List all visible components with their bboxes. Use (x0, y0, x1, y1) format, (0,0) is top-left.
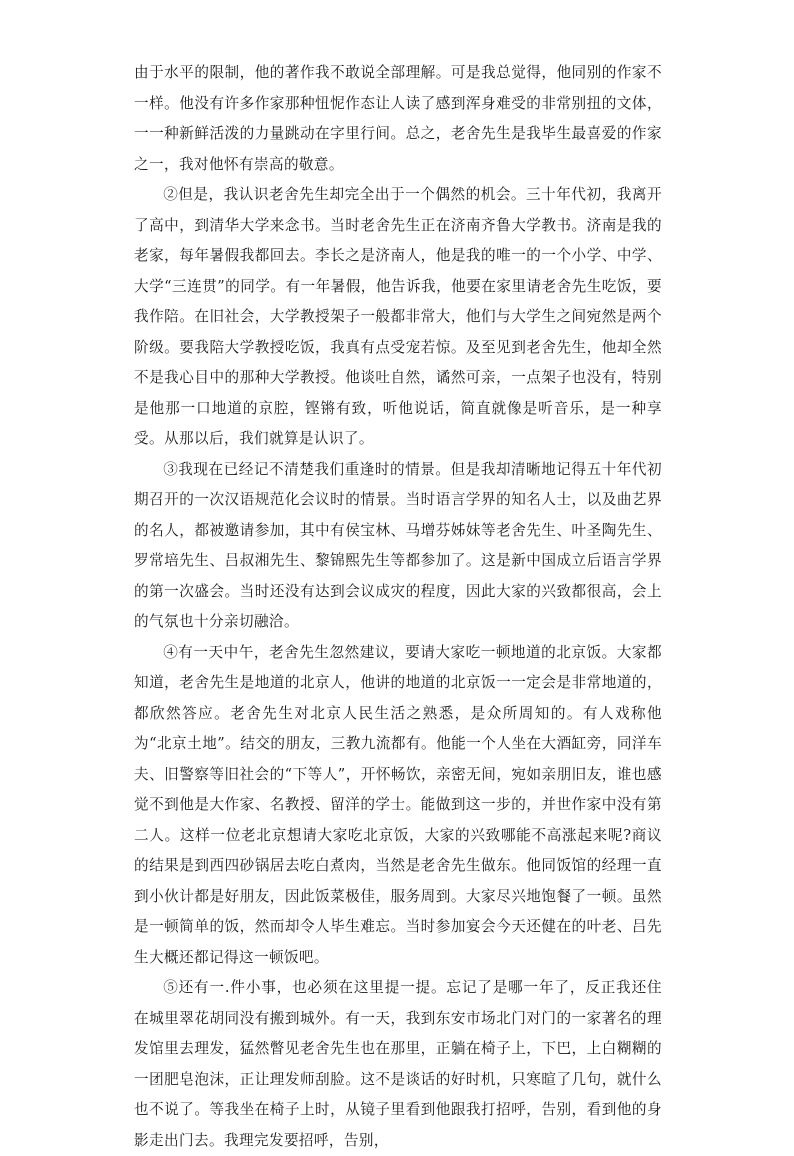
paragraph-3: ③我现在已经记不清楚我们重逢时的情景。但是我却清晰地记得五十年代初期召开的一次汉语规范化会议时的情景。当时语言学界的知名人士，以及曲艺界的名人，都被邀请参加，其中有侯宝林、马增芬姊妹等老舍先生、叶圣陶先生、罗常培先生、吕叔湘先生、黎锦熙先生等都参加了。这是新中国成立后语言学界的第一次盛会。当时还没有达到会议成灾的程度，因此大家的兴致都很高，会上的气氛也十分亲切融洽。 (134, 460, 662, 630)
paragraph-4: ④有一天中午，老舍先生忽然建议，要请大家吃一顿地道的北京饭。大家都知道，老舍先生是地道的北京人，他讲的地道的北京饭一一定会是非常地道的，都欣然答应。老舍先生对北京人民生活之熟悉，是众所周知的。有人戏称他为“北京土地”。结交的朋友，三教九流都有。他能一个人坐在大酒缸旁，同洋车夫、旧警察等旧社会的“下等人”，开怀畅饮，亲密无间，宛如亲朋旧友，谁也感觉不到他是大作家、名教授、留洋的学士。能做到这一步的，并世作家中没有第二人。这样一位老北京想请大家吃北京饭，大家的兴致哪能不高涨起来呢?商议的结果是到西四砂锅居去吃白煮肉，当然是老舍先生做东。他同饭馆的经理一直到小伙计都是好朋友，因此饭菜极佳，服务周到。大家尽兴地饱餐了一顿。虽然是一顿简单的饭，然而却令人毕生难忘。当时参加宴会今天还健在的叶老、吕先生大概还都记得这一顿饭吧。 (134, 643, 662, 966)
article-body (134, 58, 662, 1156)
paragraph-5: ⑤还有一.件小事，也必须在这里提一提。忘记了是哪一年了，反正我还住在城里翠花胡同没有搬到城外。有一天，我到东安市场北门对门的一家著名的理发馆里去理发，猛然瞥见老舍先生也在那里，正躺在椅子上，下巴，上白糊糊的一团肥皂泡沫，正让理发师刮脸。这不是谈话的好时机，只寒暄了几句，就什么也不说了。等我坐在椅子上时，从镜子里看到他跟我打招呼，告别，看到他的身影走出门去。我理完发要招呼，告别， (134, 979, 662, 1149)
paragraph-continued: 由于水平的限制，他的著作我不敢说全部理解。可是我总觉得，他同别的作家不一样。他没有许多作家那种忸怩作态让人读了感到浑身难受的非常别扭的文体，一一种新鲜活泼的力量跳动在字里行间。总之，老舍先生是我毕生最喜爱的作家之一，我对他怀有崇高的敬意。 (134, 64, 662, 173)
paragraph-2: ②但是，我认识老舍先生却完全出于一个偶然的机会。三十年代初，我离开了高中，到清华大学来念书。当时老舍先生正在济南齐鲁大学教书。济南是我的老家，每年暑假我都回去。李长之是济南人，他是我的唯一的一个小学、中学、大学“三连贯”的同学。有一年暑假，他告诉我，他要在家里请老舍先生吃饭，要我作陪。在旧社会，大学教授架子一般都非常大，他们与大学生之间宛然是两个阶级。要我陪大学教授吃饭，我真有点受宠若惊。及至见到老舍先生，他却全然不是我心目中的那种大学教授。他谈吐自然，谲然可亲，一点架子也没有，特别是他那一口地道的京腔，铿锵有致，听他说话，简直就像是听音乐，是一种享受。从那以后，我们就算是认识了。 (134, 186, 662, 447)
